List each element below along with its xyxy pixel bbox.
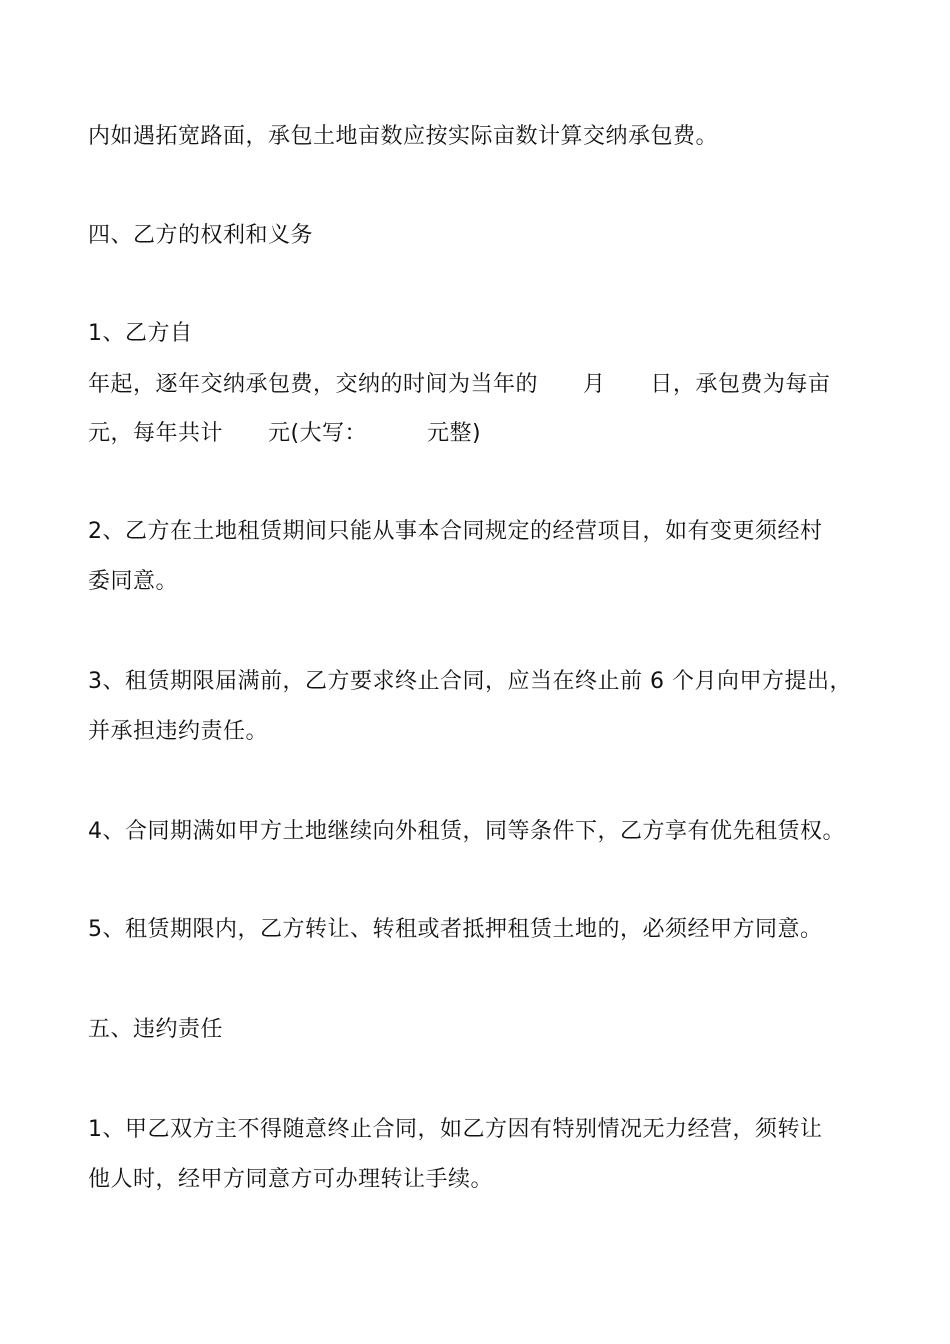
paragraph-line: 1、甲乙双方主不得随意终止合同，如乙方因有特别情况无力经营，须转让: [88, 1117, 823, 1142]
paragraph-line: 他人时，经甲方同意方可办理转让手续。: [88, 1167, 494, 1192]
paragraph-line: 3、租赁期限届满前，乙方要求终止合同，应当在终止前 6 个月向甲方提出，: [88, 669, 852, 694]
paragraph-line: 委同意。: [88, 569, 179, 594]
paragraph-line: 1、乙方自: [88, 321, 193, 346]
paragraph-line: 5、租赁期限内，乙方转让、转租或者抵押租赁土地的，必须经甲方同意。: [88, 917, 823, 942]
section-heading: 四、乙方的权利和义务: [88, 223, 314, 248]
paragraph-line: 2、乙方在土地租赁期间只能从事本合同规定的经营项目，如有变更须经村: [88, 519, 823, 544]
paragraph-line: 并承担违约责任。: [88, 719, 269, 744]
paragraph-line: 4、合同期满如甲方土地继续向外租赁，同等条件下，乙方享有优先租赁权。: [88, 819, 845, 844]
section-heading: 五、违约责任: [88, 1017, 224, 1042]
paragraph-line: 年起，逐年交纳承包费，交纳的时间为当年的 月 日，承包费为每亩: [88, 372, 831, 397]
paragraph-line: 元，每年共计 元(大写： 元整): [88, 421, 482, 446]
paragraph-line: 内如遇拓宽路面，承包土地亩数应按实际亩数计算交纳承包费。: [88, 124, 719, 149]
